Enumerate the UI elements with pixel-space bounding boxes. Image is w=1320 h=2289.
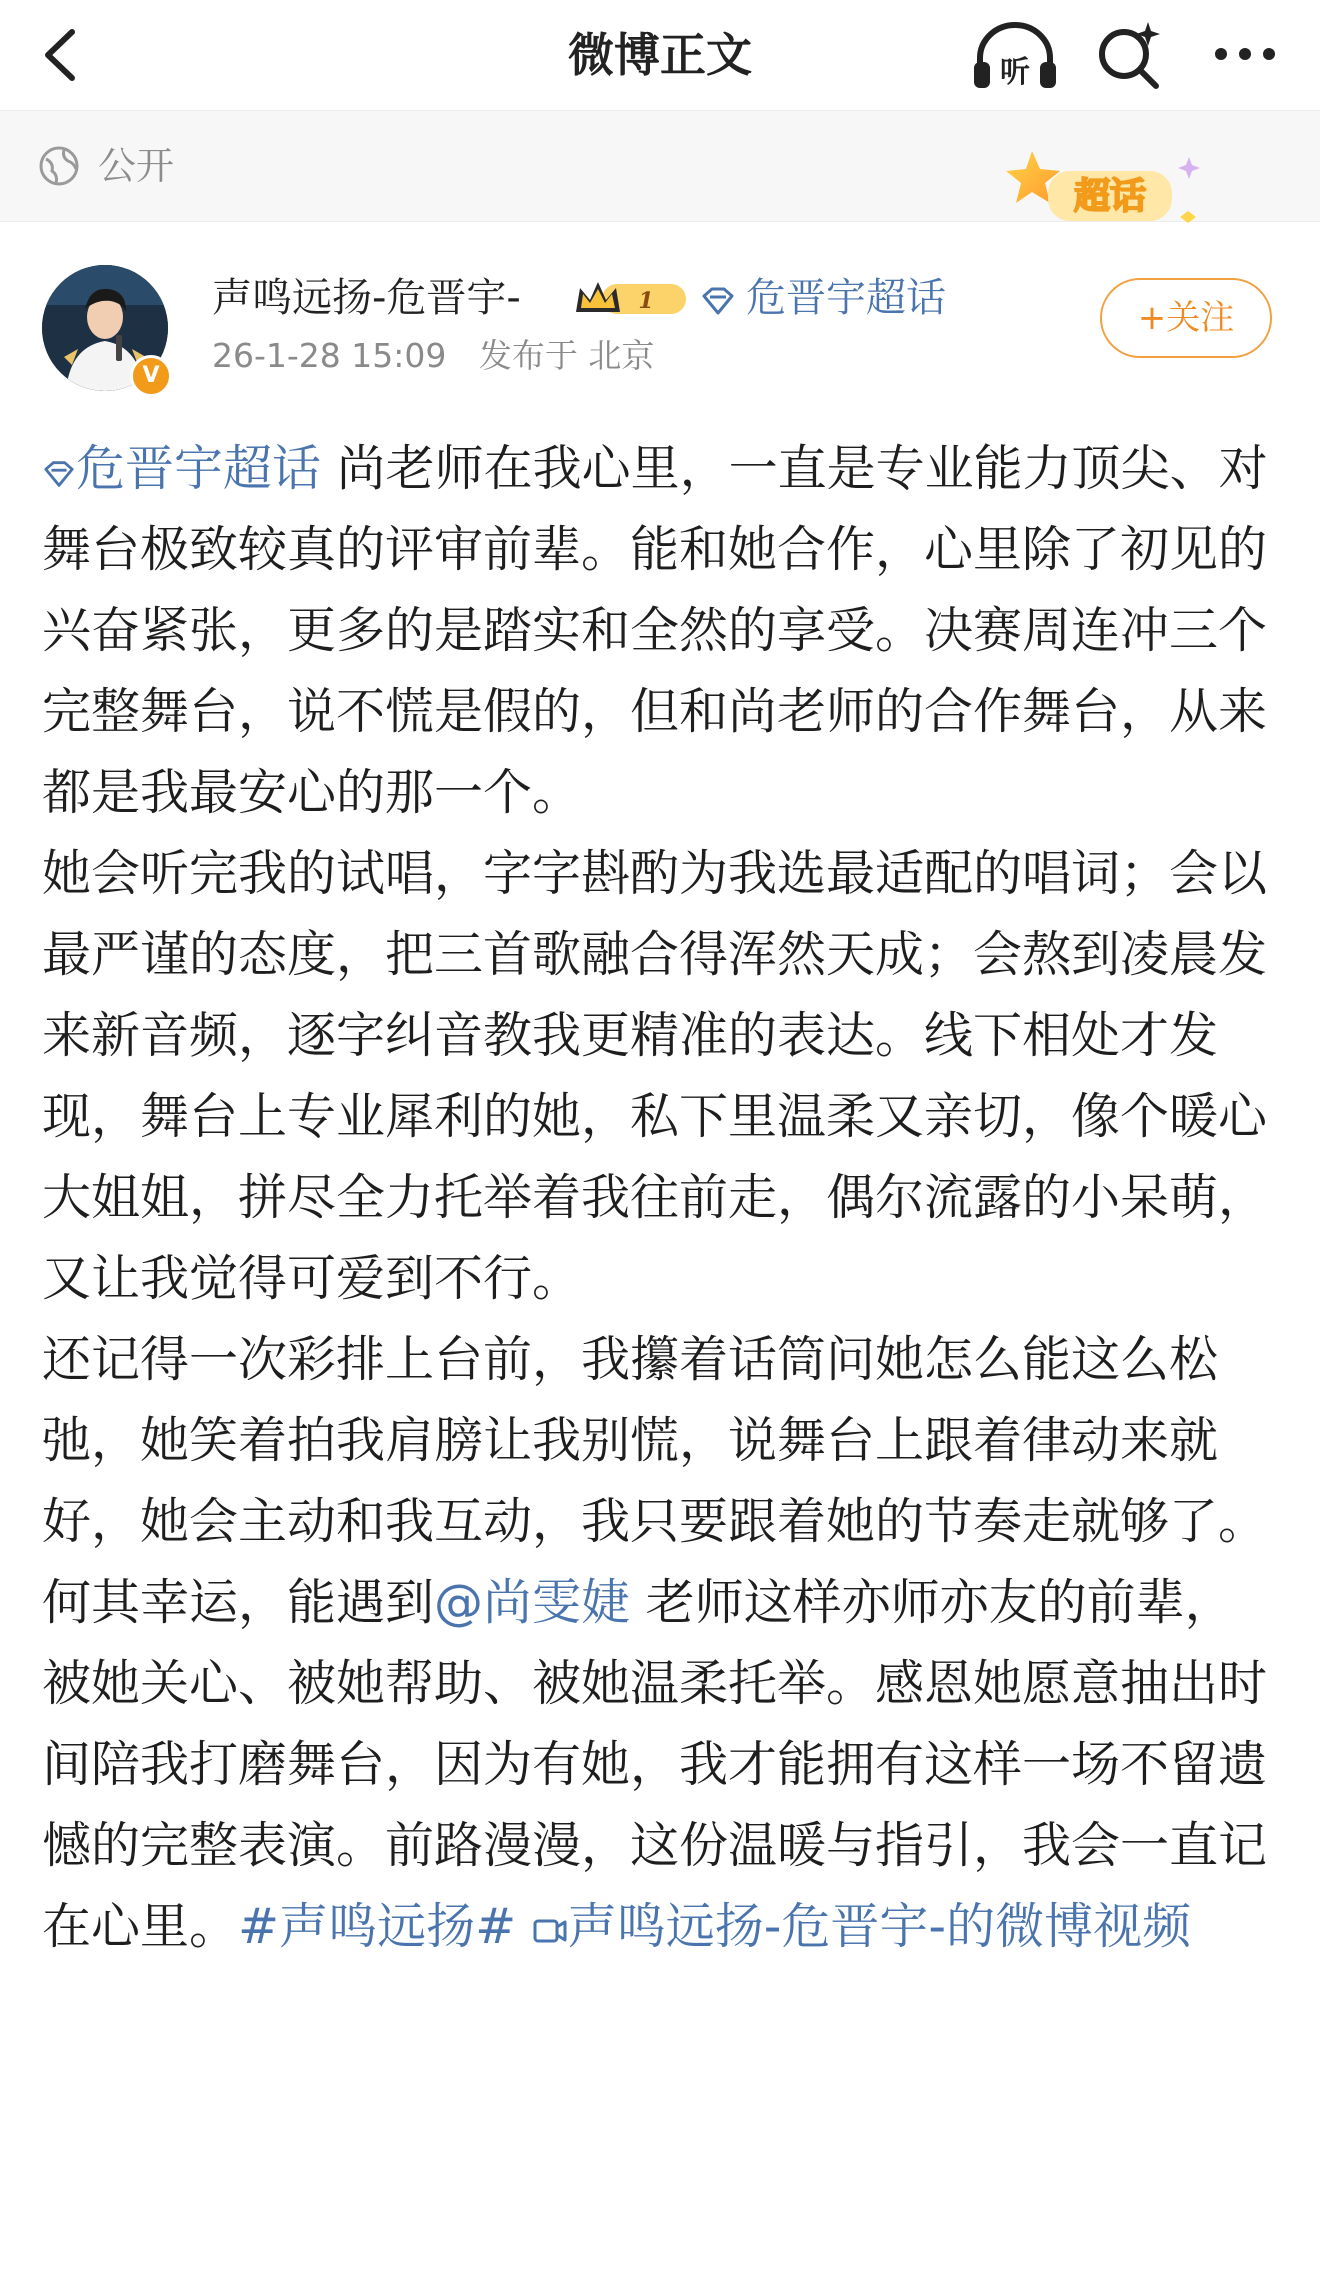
- more-options-icon[interactable]: [1205, 24, 1285, 84]
- paragraph-4-text-b: 老师这样亦师亦友的前辈，被她关心、被她帮助、被她温柔托举。感恩她愿意抽出时间陪我打磨舞台，因为有她，我才能拥有这样一场不留遗憾的完整表演。前路漫漫，这份温暖与指引，我会一直记在心里。: [42, 1574, 1268, 1955]
- post-body: [42, 428, 1282, 1967]
- supertopic-diamond-icon: [42, 459, 76, 489]
- supertopic-diamond-icon: [700, 286, 736, 316]
- supertopic-badge[interactable]: [1000, 121, 1220, 231]
- top-nav-bar: [0, 0, 1320, 111]
- paragraph-4-text-a: 何其幸运，能遇到: [42, 1574, 435, 1631]
- post-meta: [212, 333, 676, 379]
- video-icon: [532, 1913, 568, 1947]
- visibility-bar: [0, 111, 1320, 222]
- post-paragraph-4: [42, 1562, 1282, 1967]
- listen-headphone-icon[interactable]: [970, 18, 1060, 92]
- hashtag-link[interactable]: #声鸣远扬#: [238, 1898, 517, 1955]
- mention-link[interactable]: @尚雯婕: [434, 1574, 631, 1631]
- post-paragraph-3: 还记得一次彩排上台前，我攥着话筒问她怎么能这么松弛，她笑着拍我肩膀让我别慌，说舞台上跟着律动来就好，她会主动和我互动，我只要跟着她的节奏走就够了。: [42, 1331, 1268, 1550]
- author-name[interactable]: 声鸣远扬-危晋宇-: [212, 275, 521, 321]
- level-number: 1: [638, 288, 654, 314]
- visibility-label: 公开: [98, 144, 175, 188]
- supertopic-badge-label: 超话: [1073, 176, 1147, 217]
- post-paragraph-2: 她会听完我的试唱，字字斟酌为我选最适配的唱词；会以最严谨的态度，把三首歌融合得浑然天成；会熬到凌晨发来新音频，逐字纠音教我更精准的表达。线下相处才发现，舞台上专业犀利的她，私下里温柔又亲切，像个暖心大姐姐，拼尽全力托举着我往前走，偶尔流露的小呆萌，又让我觉得可爱到不行。: [42, 845, 1268, 1307]
- crown-level-icon: [572, 278, 690, 318]
- supertopic-link[interactable]: 危晋宇超话: [746, 275, 946, 321]
- globe-icon: [38, 145, 80, 187]
- verified-badge: V: [130, 355, 172, 397]
- page-title: 微博正文: [568, 28, 752, 82]
- post-time: 26-1-28 15:09: [212, 336, 447, 375]
- video-link[interactable]: 声鸣远扬-危晋宇-的微博视频: [567, 1898, 1192, 1955]
- search-icon[interactable]: [1090, 16, 1170, 96]
- supertopic-inline-link[interactable]: 危晋宇超话: [76, 440, 322, 497]
- paragraph-1-text: 尚老师在我心里，一直是专业能力顶尖、对舞台极致较真的评审前辈。能和她合作，心里除了初见的兴奋紧张，更多的是踏实和全然的享受。决赛周连冲三个完整舞台，说不慌是假的，但和尚老师的合作舞台，从来都是我最安心的那一个。: [42, 440, 1268, 821]
- post-paragraph-1: [42, 428, 1282, 833]
- follow-button[interactable]: +关注: [1100, 278, 1272, 358]
- post-location: 发布于 北京: [478, 336, 655, 375]
- listen-label: 听: [1000, 55, 1030, 90]
